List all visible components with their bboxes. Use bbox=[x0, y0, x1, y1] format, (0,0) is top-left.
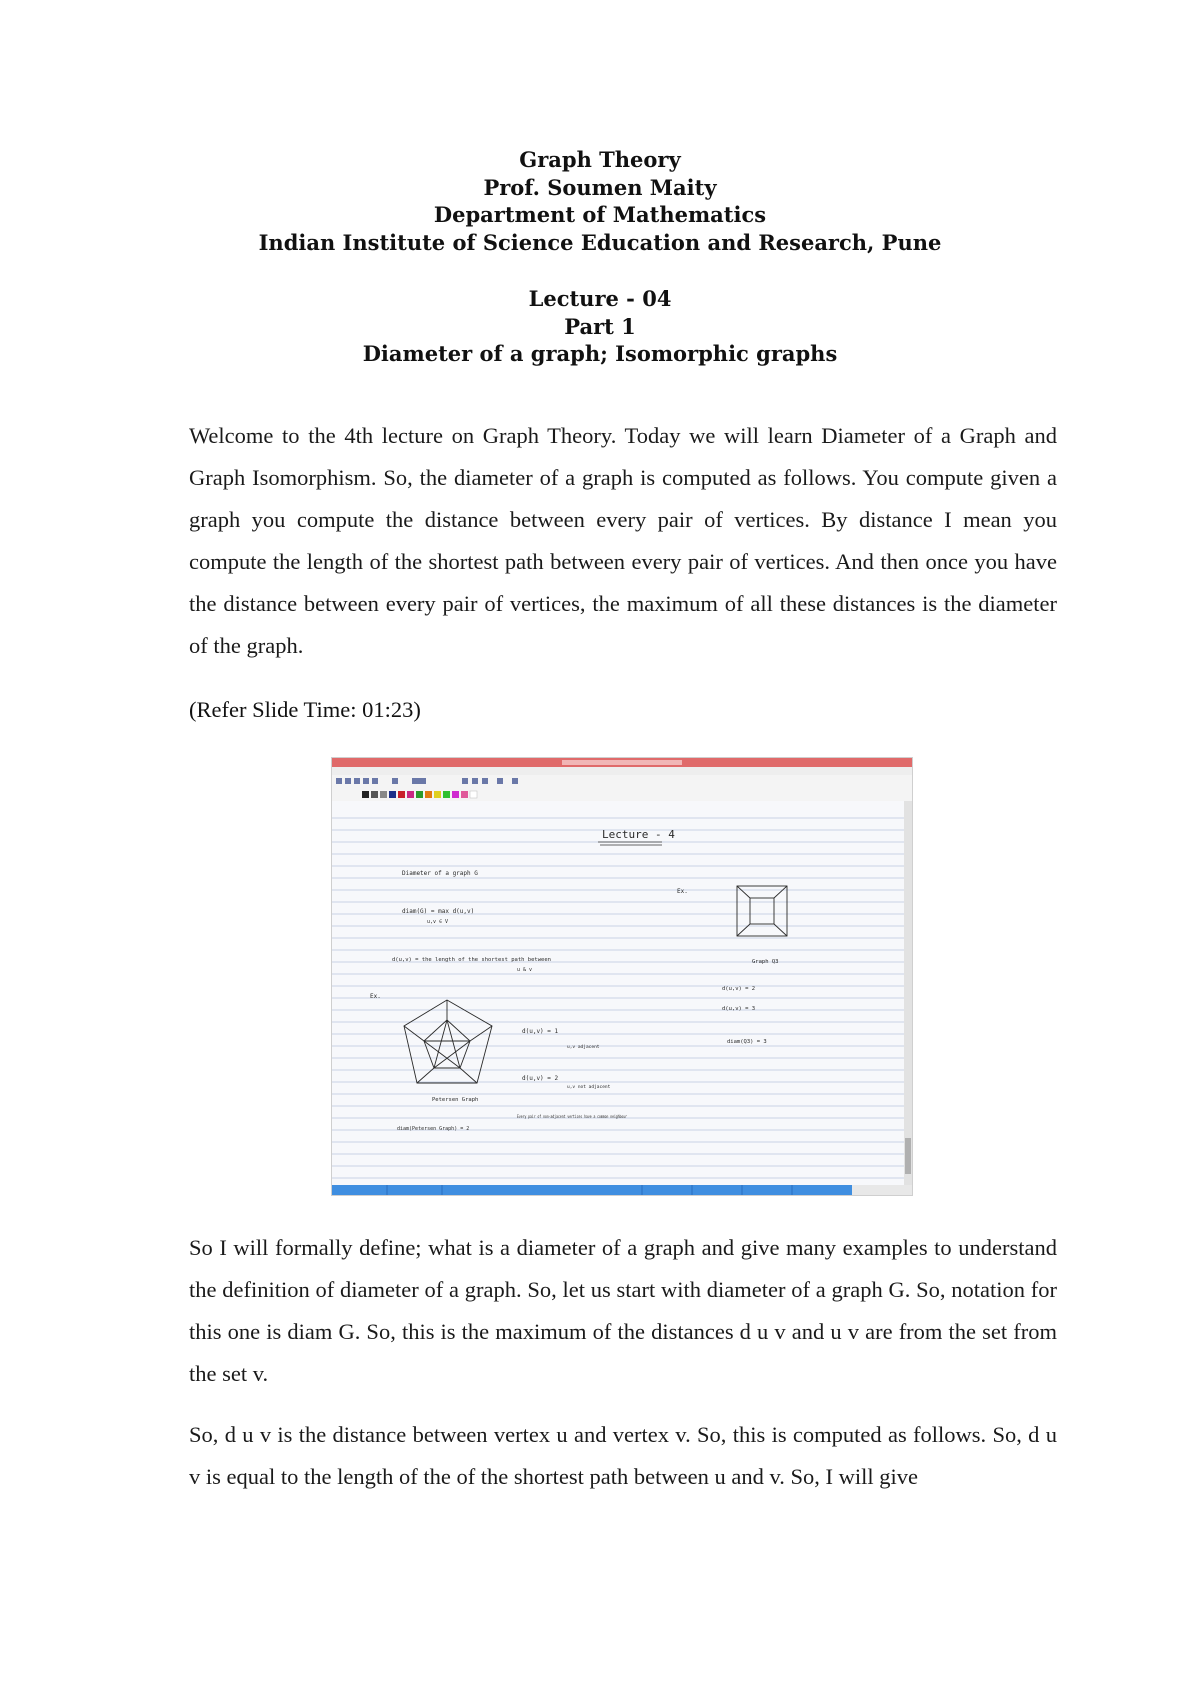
professor-name: Prof. Soumen Maity bbox=[483, 174, 717, 200]
slide-note-13: Every pair of non-adjacent vertices have a common neighbour bbox=[517, 1114, 628, 1119]
slide-note-1: Diameter of a graph G bbox=[402, 870, 478, 877]
course-title: Graph Theory bbox=[519, 147, 681, 172]
slide-note-7: Petersen Graph bbox=[432, 1097, 479, 1103]
paragraph-definition: So I will formally define; what is a diameter of a graph and give many examples to understand the definition of diameter of a graph. So, let us start with diameter of a graph G. So, notation for this one is diam G. So, this is the maximum of the distances d u v and u v are from the set from the set v. bbox=[189, 1235, 1057, 1386]
taskbar-clock-area bbox=[852, 1185, 912, 1195]
scrollbar bbox=[904, 801, 912, 1185]
slide-note-16: d(u,v) = 2 bbox=[722, 986, 756, 992]
institute-name: Indian Institute of Science Education and Research, Pune bbox=[258, 229, 942, 255]
scrollbar-thumb bbox=[905, 1138, 911, 1174]
slide-note-15: Graph Q3 bbox=[752, 959, 779, 965]
slide-note-3: u,v ∈ V bbox=[427, 919, 449, 925]
slide-note-4: d(u,v) = the length of the shortest path between bbox=[392, 957, 551, 963]
refer-slide-time: (Refer Slide Time: 01:23) bbox=[189, 697, 421, 722]
slide-note-17: d(u,v) = 3 bbox=[722, 1006, 756, 1012]
paragraph-distance: So, d u v is the distance between vertex u and vertex v. So, this is computed as follows. So, d u v is equal to the length of the of the shortest path between u and v. So, I will give bbox=[189, 1422, 1057, 1489]
lecture-topic: Diameter of a graph; Isomorphic graphs bbox=[362, 341, 838, 366]
slide-note-8: diam(Petersen Graph) = 2 bbox=[397, 1126, 470, 1132]
slide-note-2: diam(G) = max d(u,v) bbox=[402, 908, 475, 915]
document-header bbox=[0, 146, 1200, 256]
slide-note-14: Ex. bbox=[677, 888, 688, 895]
slide-title: Lecture - 4 bbox=[602, 828, 675, 841]
slide-note-11: d(u,v) = 2 bbox=[522, 1075, 559, 1082]
slide-note-12: u,v not adjacent bbox=[567, 1085, 611, 1090]
paragraph-intro: Welcome to the 4th lecture on Graph Theory. Today we will learn Diameter of a Graph and Graph Isomorphism. So, the diameter of a graph is computed as follows. You compute given a graph you compute the distance between every pair of vertices. By distance I mean you compute the length of the shortest path between every pair of vertices. And then once you have the distance between every pair of vertices, the maximum of all these distances is the diameter of the graph. bbox=[189, 423, 1057, 658]
slide-screenshot bbox=[331, 757, 913, 1196]
slide-note-5: u & v bbox=[517, 967, 533, 973]
slide-note-10: u,v adjacent bbox=[567, 1045, 600, 1050]
department-name: Department of Mathematics bbox=[433, 202, 767, 227]
taskbar bbox=[332, 1185, 912, 1195]
lecture-header bbox=[0, 285, 1200, 368]
menu-bar bbox=[332, 767, 912, 775]
lecture-part: Part 1 bbox=[564, 313, 636, 339]
slide-note-18: diam(Q3) = 3 bbox=[727, 1039, 767, 1045]
slide-note-6: Ex. bbox=[370, 993, 381, 1000]
lecture-number: Lecture - 04 bbox=[528, 286, 672, 311]
slide-note-9: d(u,v) = 1 bbox=[522, 1028, 559, 1035]
